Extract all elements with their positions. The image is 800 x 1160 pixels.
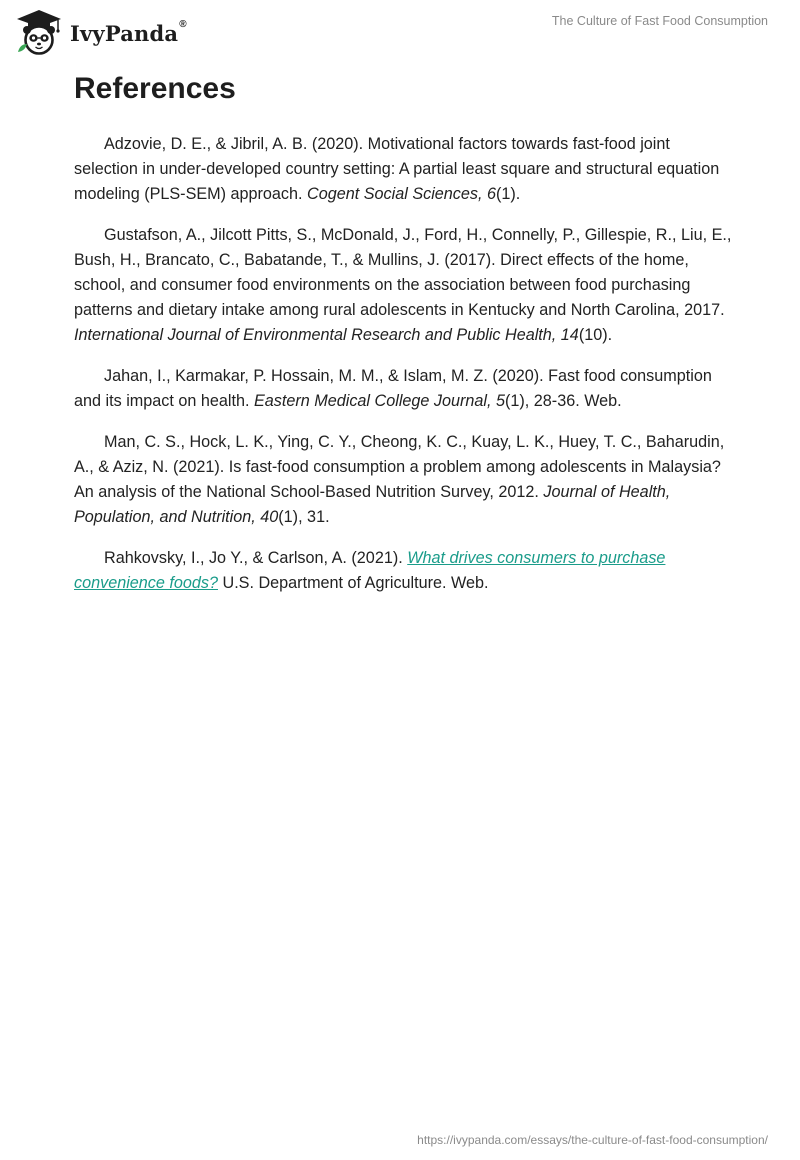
document-title: The Culture of Fast Food Consumption: [551, 14, 768, 28]
reference-text: Man, C. S., Hock, L. K., Ying, C. Y., Cheong, K. C., Kuay, L. K., Huey, T. C., Baharudin, A., & Aziz, N. (2021). Is fast-food consumption a problem among adolescents in Malaysia? An analysis of the National School-Based Nutrition Survey, 2012.: [74, 433, 725, 501]
reference-list: [74, 132, 734, 612]
reference-link[interactable]: What drives consumers to purchase convenience foods?: [74, 549, 666, 592]
reference-item: [74, 364, 734, 414]
reference-item: [74, 132, 734, 207]
panda-graduate-icon: [14, 8, 64, 56]
reference-text: Rahkovsky, I., Jo Y., & Carlson, A. (2021).: [104, 549, 408, 567]
reference-item: [74, 223, 734, 348]
reference-journal: International Journal of Environmental Research and Public Health, 14: [74, 326, 579, 344]
reference-issue: (10).: [578, 326, 613, 344]
reference-issue: (1).: [496, 185, 521, 203]
registered-mark: ®: [179, 18, 187, 30]
source-url: https://ivypanda.com/essays/the-culture-of-fast-food-consumption/: [417, 1133, 768, 1147]
page-header: [0, 0, 800, 64]
reference-item: [74, 430, 734, 530]
brand-logo[interactable]: [14, 8, 187, 56]
brand-name-text: IvyPanda: [70, 20, 179, 46]
reference-text: Jahan, I., Karmakar, P. Hossain, M. M., & Islam, M. Z. (2020). Fast food consumption and its impact on health.: [74, 367, 712, 410]
reference-journal: Journal of Health, Population, and Nutrition, 40: [74, 483, 671, 526]
brand-name: [70, 18, 187, 46]
reference-item: [74, 546, 734, 596]
reference-issue: (1), 31.: [278, 508, 330, 526]
reference-journal: Eastern Medical College Journal, 5: [253, 392, 506, 410]
reference-issue: (1), 28-36. Web.: [505, 392, 622, 410]
reference-text: Gustafson, A., Jilcott Pitts, S., McDonald, J., Ford, H., Connelly, P., Gillespie, R., Liu, E., Bush, H., Brancato, C., Babatande, T., & Mullins, J. (2017). Direct effects of the home, school, and consumer food environments on the association between food purchasing patterns and dietary intake among rural adolescents in Kentucky and North Carolina, 2017.: [74, 226, 732, 319]
reference-journal: Cogent Social Sciences, 6: [307, 185, 496, 203]
page-title: References: [74, 72, 236, 105]
reference-publisher: U.S. Department of Agriculture. Web.: [218, 574, 489, 592]
reference-text: Adzovie, D. E., & Jibril, A. B. (2020). Motivational factors towards fast-food joint selection in under-developed country setting: A partial least square and structural equation modeling (PLS-SEM) approach.: [74, 135, 720, 203]
